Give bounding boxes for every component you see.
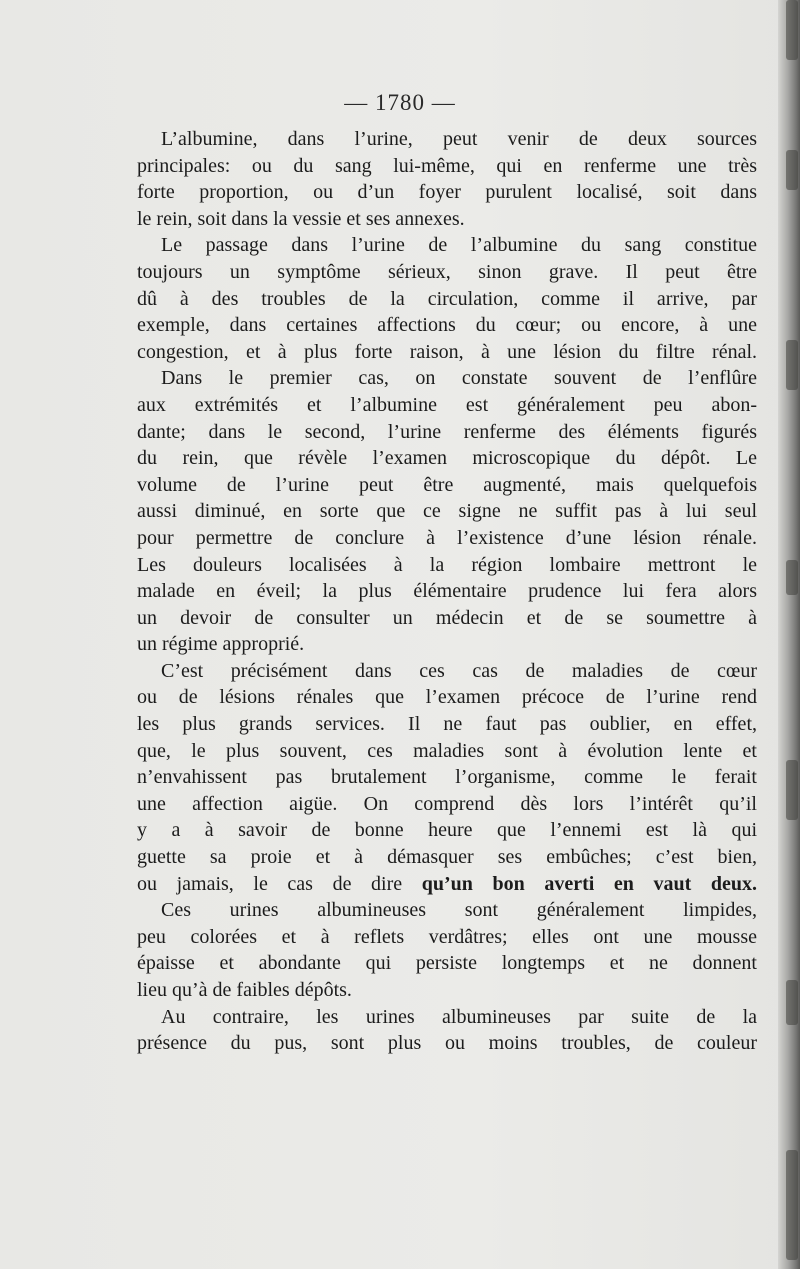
text-line (137, 977, 757, 1004)
text-line (137, 764, 757, 791)
gutter-shadow-mark (786, 980, 798, 1025)
text-line (137, 365, 757, 392)
text-line-content: présence du pus, sont plus ou moins troubles, de couleur (137, 1032, 757, 1055)
gutter-shadow-mark (786, 0, 798, 60)
text-line-content: épaisse et abondante qui persiste longtemps et ne donnent (137, 952, 757, 975)
text-line (137, 206, 757, 233)
text-line (137, 950, 757, 977)
text-line (137, 578, 757, 605)
text-line-content: aux extrémités et l’albumine est généralement peu abon- (137, 393, 757, 416)
text-line (137, 445, 757, 472)
text-line-content: les plus grands services. Il ne faut pas oublier, en effet, (137, 713, 757, 736)
gutter-shadow-mark (786, 150, 798, 190)
text-line-content: toujours un symptôme sérieux, sinon grave. Il peut être (137, 260, 757, 283)
text-line (137, 525, 757, 552)
text-line (137, 631, 757, 658)
text-line (137, 232, 757, 259)
text-line (137, 498, 757, 525)
text-line-content: L’albumine, dans l’urine, peut venir de deux sources (161, 128, 757, 150)
body-text (137, 126, 757, 1057)
text-line (137, 711, 757, 738)
text-line-content: dante; dans le second, l’urine renferme des éléments figurés (137, 420, 757, 443)
text-line (137, 738, 757, 765)
text-line-content: forte proportion, ou d’un foyer purulent localisé, soit dans (137, 181, 757, 204)
text-line-content: du rein, que révèle l’examen microscopique du dépôt. Le (137, 447, 757, 470)
text-line (137, 472, 757, 499)
text-line (137, 339, 757, 366)
text-line (137, 897, 757, 924)
gutter-shadow-mark (786, 1150, 798, 1260)
text-line-content: peu colorées et à reflets verdâtres; elles ont une mousse (137, 925, 757, 948)
text-line-content: Ces urines albumineuses sont généralement limpides, (161, 899, 757, 922)
text-line-content: dû à des troubles de la circulation, comme il arrive, par (137, 287, 757, 310)
text-line (137, 179, 757, 206)
text-line (137, 924, 757, 951)
text-line (137, 844, 757, 871)
text-line-content: volume de l’urine peut être augmenté, mais quelquefois (137, 473, 757, 496)
text-line (137, 286, 757, 313)
text-line (137, 684, 757, 711)
text-line-content: malade en éveil; la plus élémentaire prudence lui fera alors (137, 580, 757, 603)
text-line (137, 605, 757, 632)
text-line-content: aussi diminué, en sorte que ce signe ne suffit pas à lui seul (137, 500, 757, 523)
text-line-content: y a à savoir de bonne heure que l’ennemi est là qui (137, 819, 757, 842)
gutter-shadow-mark (786, 560, 798, 595)
text-line-content: Dans le premier cas, on constate souvent de l’enflûre (161, 367, 757, 390)
page-number: — 1780 — (344, 90, 456, 115)
text-line-content: un devoir de consulter un médecin et de se soumettre à (137, 606, 757, 629)
text-line (137, 312, 757, 339)
text-line (137, 259, 757, 286)
text-line (137, 153, 757, 180)
text-line-content: exemple, dans certaines affections du cœur; ou encore, à une (137, 314, 757, 337)
text-line-content: guette sa proie et à démasquer ses embûches; c’est bien, (137, 846, 757, 869)
text-line (137, 791, 757, 818)
text-line-content: congestion, et à plus forte raison, à une lésion du filtre rénal. (137, 340, 757, 363)
text-line (137, 658, 757, 685)
text-line (137, 552, 757, 579)
text-line-content: n’envahissent pas brutalement l’organisme, comme le ferait (137, 766, 757, 789)
text-line-content: Le passage dans l’urine de l’albumine du sang constitue (161, 234, 757, 257)
text-line (137, 392, 757, 419)
gutter-shadow-mark (786, 760, 798, 820)
text-line (137, 126, 757, 153)
text-line (137, 1004, 757, 1031)
text-line-content: une affection aigüe. On comprend dès lors l’intérêt qu’il (137, 792, 757, 815)
text-line-content: C’est précisément dans ces cas de maladies de cœur (161, 659, 757, 682)
text-line-content: principales: ou du sang lui-même, qui en renferme une très (137, 154, 757, 177)
text-line-content: que, le plus souvent, ces maladies sont à évolution lente et (137, 739, 757, 762)
text-line-content: le rein, soit dans la vessie et ses annexes. (137, 207, 465, 230)
text-line (137, 871, 757, 898)
bold-phrase: qu’un bon averti en vaut deux. (421, 872, 757, 895)
page-gutter-edge (778, 0, 800, 1269)
text-line-content: lieu qu’à de faibles dépôts. (137, 979, 352, 1001)
text-line-content: Les douleurs localisées à la région lombaire mettront le (137, 553, 757, 576)
text-line (137, 419, 757, 446)
text-line-content: ou jamais, le cas de dire (137, 872, 422, 895)
text-line-content: Au contraire, les urines albumineuses par suite de la (161, 1005, 757, 1028)
text-line-content: pour permettre de conclure à l’existence d’une lésion rénale. (137, 526, 757, 549)
gutter-shadow-mark (786, 340, 798, 390)
text-line (137, 817, 757, 844)
text-line (137, 1030, 757, 1057)
text-line-content: ou de lésions rénales que l’examen précoce de l’urine rend (137, 686, 757, 709)
text-line-content: un régime approprié. (137, 633, 305, 656)
